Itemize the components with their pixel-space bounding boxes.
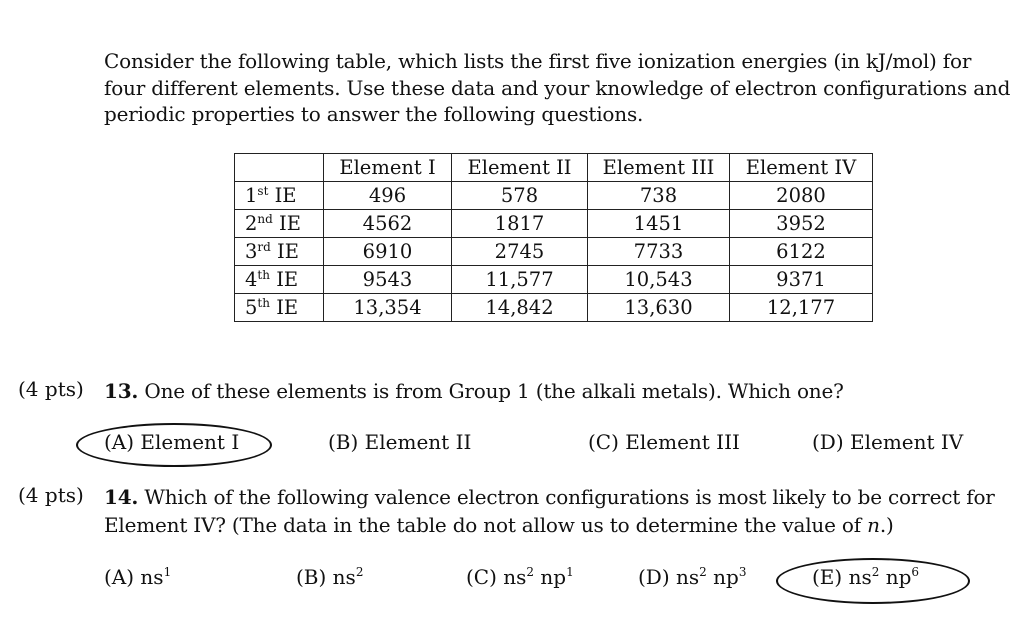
column-header: Element II: [452, 154, 588, 182]
intro-line: four different elements. Use these data and your knowledge of electron configurations and: [104, 75, 1011, 100]
column-header: Element I: [324, 154, 452, 182]
q14-choice-e[interactable]: (E) $ns^2$ $np^6$: [812, 565, 920, 589]
row-label: 4th IE: [235, 266, 324, 294]
q14-choice-a[interactable]: (A) $ns^1$: [104, 565, 172, 589]
q14-line: [104, 483, 995, 511]
q13-points: (4 pts): [18, 377, 84, 401]
table-row: [235, 266, 873, 294]
ionization-energy-table: [234, 153, 873, 322]
table-cell: 12,177: [730, 294, 873, 322]
row-label: 5th IE: [235, 294, 324, 322]
q13-choice-c[interactable]: (C) Element III: [588, 430, 740, 454]
table-cell: 10,543: [588, 266, 730, 294]
table-cell: 14,842: [452, 294, 588, 322]
q13-number: 13.: [104, 379, 139, 403]
table-cell: 2745: [452, 238, 588, 266]
q13-choice-b[interactable]: (B) Element II: [328, 430, 472, 454]
table-cell: 6122: [730, 238, 873, 266]
q14-choice-c[interactable]: (C) $ns^2$ $np^1$: [466, 565, 574, 589]
table-cell: 578: [452, 182, 588, 210]
table-cell: 738: [588, 182, 730, 210]
row-label: 1st IE: [235, 182, 324, 210]
table-row: [235, 210, 873, 238]
intro-line: periodic properties to answer the following questions.: [104, 102, 644, 126]
table-row: [235, 182, 873, 210]
table-cell: 11,577: [452, 266, 588, 294]
q14-question: [104, 483, 995, 539]
row-label: 2nd IE: [235, 210, 324, 238]
q13-question: [104, 377, 844, 405]
table-cell: 1817: [452, 210, 588, 238]
table-cell: 13,630: [588, 294, 730, 322]
table-cell: 13,354: [324, 294, 452, 322]
table-cell: 7733: [588, 238, 730, 266]
table-cell: 496: [324, 182, 452, 210]
table-cell: 2080: [730, 182, 873, 210]
table-row: [235, 294, 873, 322]
table-cell: 9543: [324, 266, 452, 294]
table-header-row: [235, 154, 873, 182]
q13-text: One of these elements is from Group 1 (the alkali metals). Which one?: [144, 379, 844, 403]
table-row: [235, 238, 873, 266]
table-cell: 4562: [324, 210, 452, 238]
q14-text: Which of the following valence electron configurations is most likely to be correct for: [144, 485, 995, 509]
table-corner-cell: [235, 154, 324, 182]
q14-choice-b[interactable]: (B) $ns^2$: [296, 565, 364, 589]
table-cell: 6910: [324, 238, 452, 266]
q14-choice-d[interactable]: (D) $ns^2$ $np^3$: [638, 565, 747, 589]
variable-n: n: [867, 513, 880, 537]
intro-line: Consider the following table, which lists the first five ionization energies (in kJ/mol) for: [104, 49, 972, 73]
column-header: Element III: [588, 154, 730, 182]
q14-number: 14.: [104, 485, 139, 509]
intro-paragraph: [104, 48, 1011, 128]
row-label: 3rd IE: [235, 238, 324, 266]
q14-points: (4 pts): [18, 483, 84, 507]
column-header: Element IV: [730, 154, 873, 182]
q13-choice-d[interactable]: (D) Element IV: [812, 430, 964, 454]
q14-line: Element IV? (The data in the table do not allow us to determine the value of n.): [104, 513, 894, 537]
q13-choice-a[interactable]: (A) Element I: [104, 430, 240, 454]
table-cell: 1451: [588, 210, 730, 238]
table-cell: 9371: [730, 266, 873, 294]
table-cell: 3952: [730, 210, 873, 238]
